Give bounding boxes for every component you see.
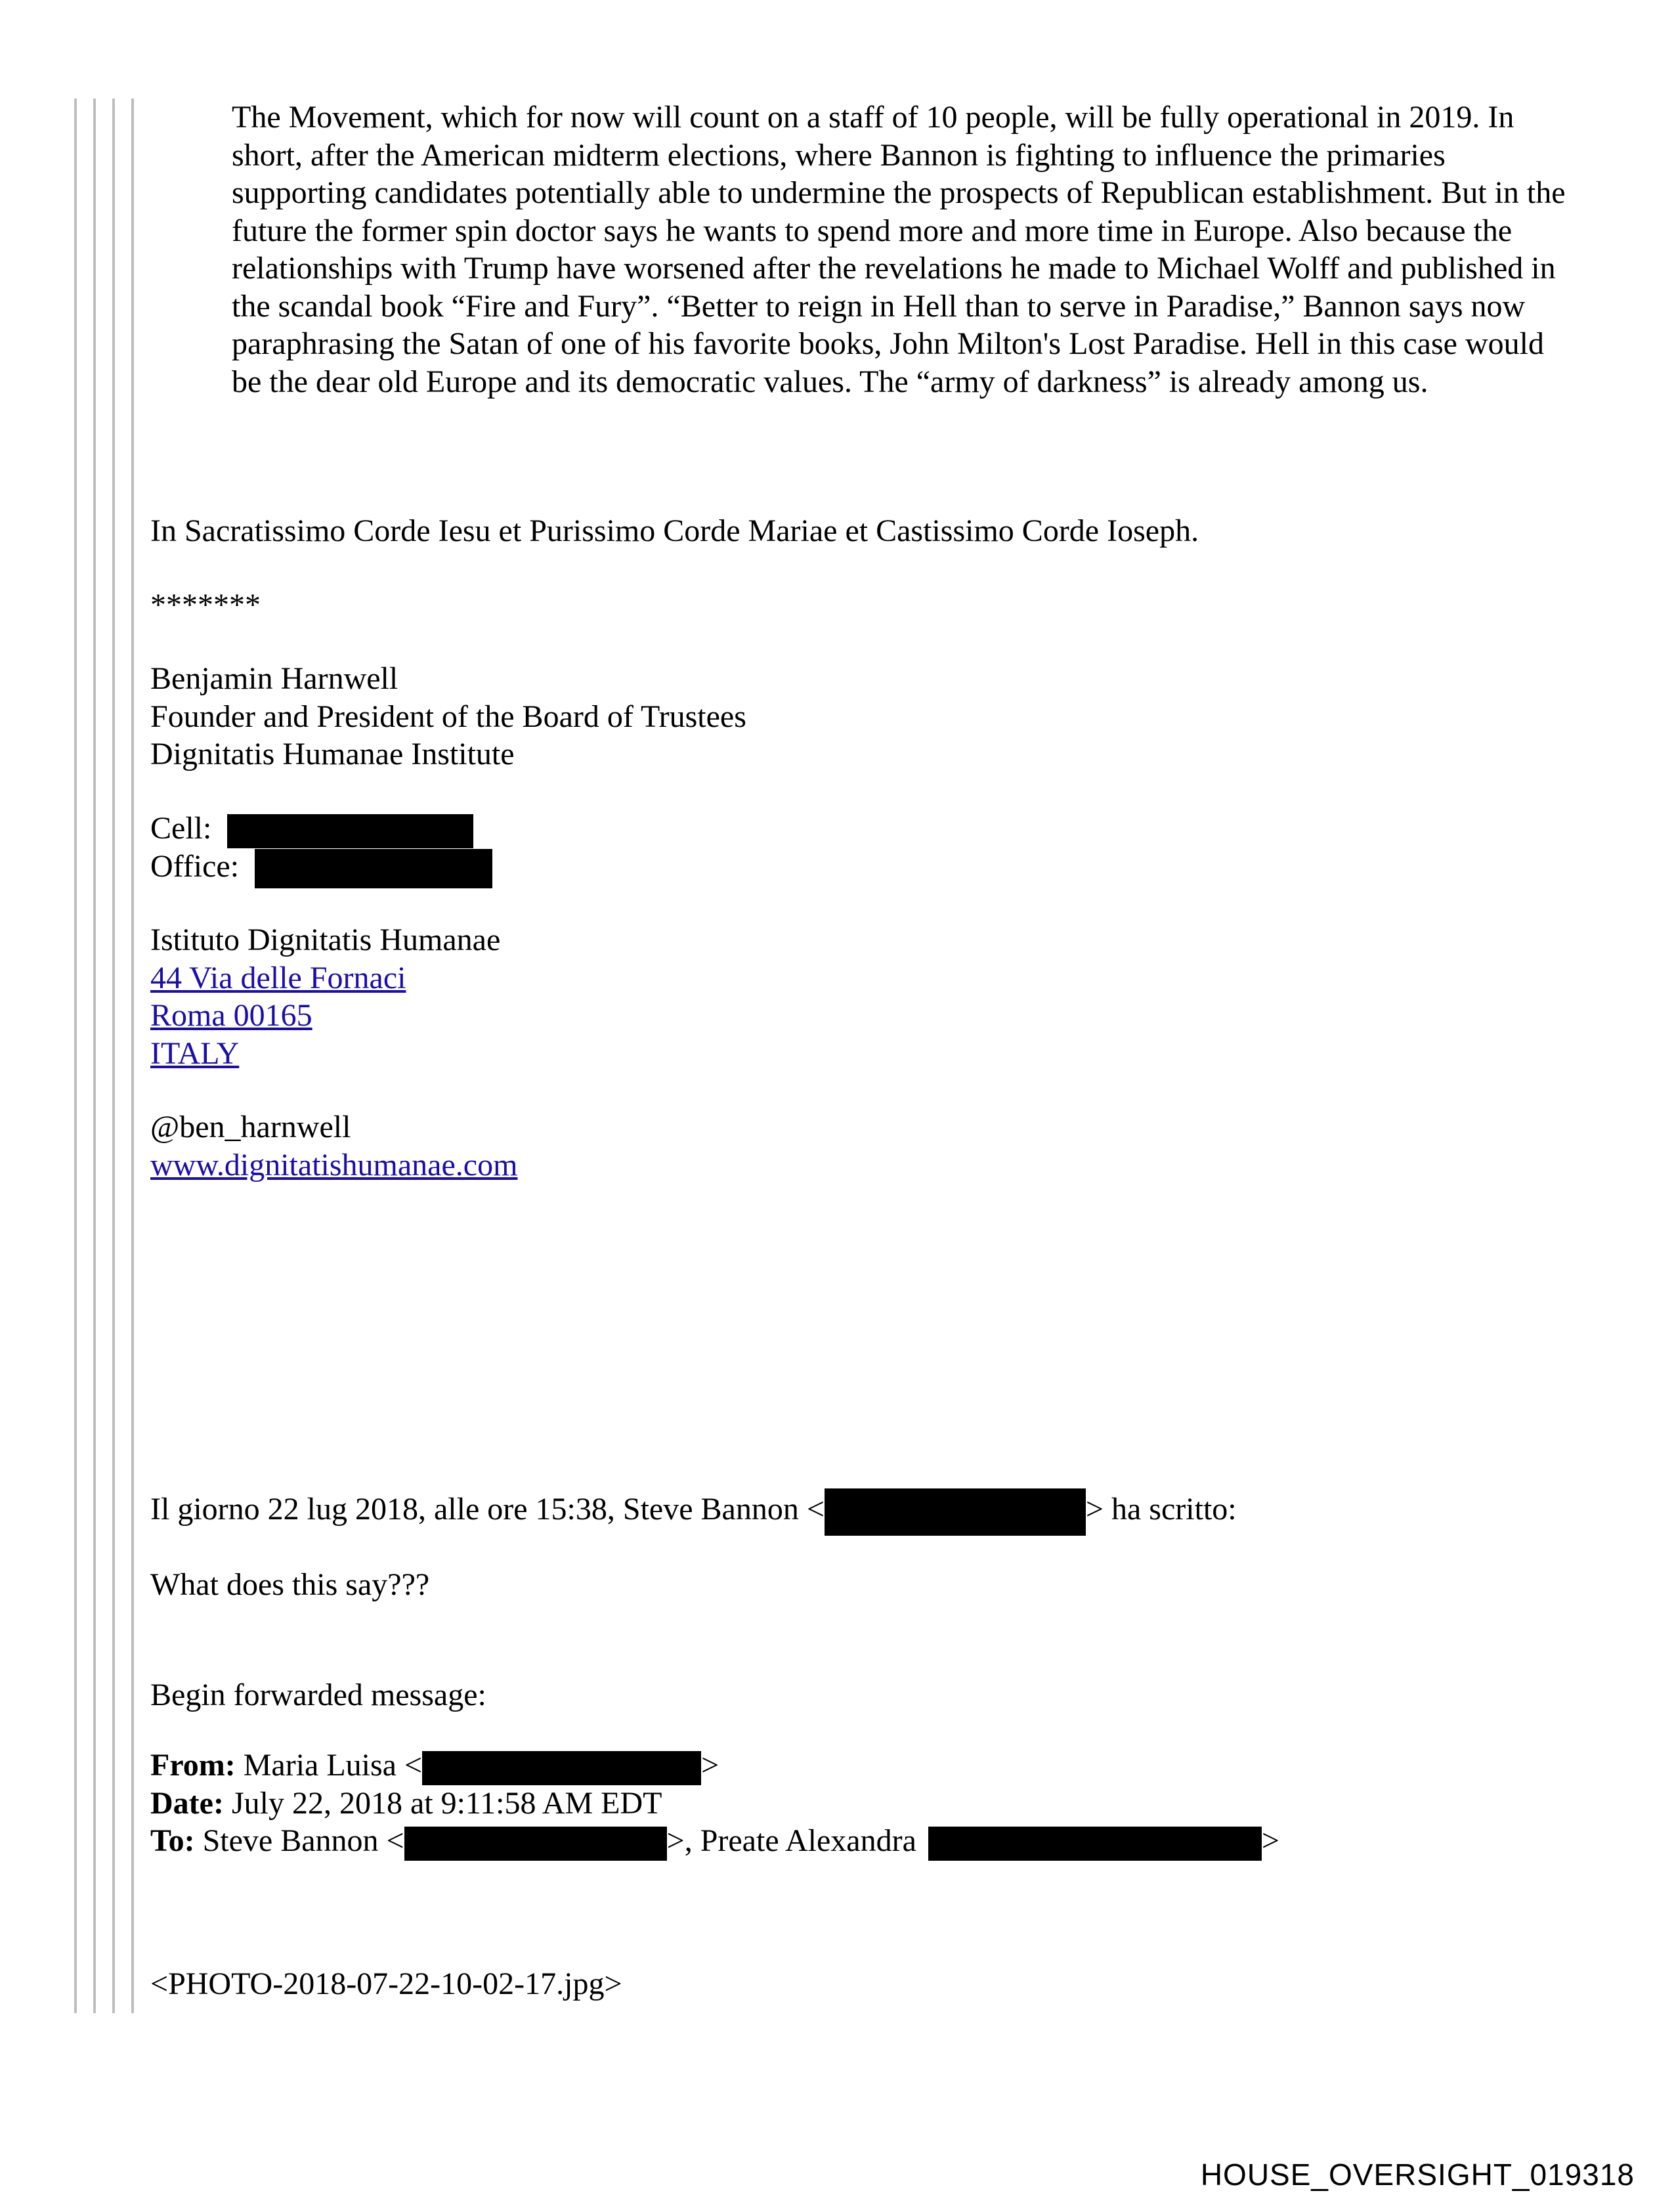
address-link-city[interactable]: Roma 00165 (150, 998, 312, 1033)
quote-bar (112, 98, 115, 2013)
address-link-street[interactable]: 44 Via delle Fornaci (150, 960, 406, 995)
forward-intro: Begin forwarded message: (150, 1678, 486, 1712)
closing-line: In Sacratissimo Corde Iesu et Purissimo Corde Mariae et Castissimo Corde Ioseph. (150, 513, 1199, 548)
address-block (150, 921, 500, 1072)
address-link-country[interactable]: ITALY (150, 1035, 240, 1071)
separator: ******* (150, 588, 261, 622)
quote-bar (93, 98, 96, 2013)
redaction-box (404, 1827, 667, 1861)
redaction-box (825, 1488, 1086, 1536)
quote-bar (131, 98, 134, 2013)
reply-header: Il giorno 22 lug 2018, alle ore 15:38, Steve Bannon < > ha scritto: (150, 1488, 1237, 1527)
twitter-handle: @ben_harnwell (150, 1110, 351, 1144)
website-link[interactable]: www.dignitatishumanae.com (150, 1147, 518, 1182)
office-label: Office: (150, 848, 240, 884)
institute-name: Istituto Dignitatis Humanae (150, 922, 501, 957)
forward-headers (150, 1746, 1279, 1860)
bates-number: HOUSE_OVERSIGHT_019318 (1200, 2158, 1635, 2192)
social-block (150, 1108, 517, 1184)
to-row: To: Steve Bannon < >, Preate Alexandra > (150, 1822, 1279, 1860)
quote-bar (74, 98, 77, 2013)
office-row (150, 848, 492, 886)
signature-block (150, 660, 746, 773)
quoted-article (232, 98, 1577, 401)
redaction-box (422, 1751, 701, 1785)
redaction-box (255, 849, 492, 888)
reply-message: What does this say??? (150, 1567, 430, 1602)
cell-row (150, 810, 492, 848)
signature-name: Benjamin Harnwell (150, 661, 398, 696)
contact-numbers (150, 810, 492, 885)
date-row: Date: July 22, 2018 at 9:11:58 AM EDT (150, 1785, 662, 1821)
from-row: From: Maria Luisa < > (150, 1746, 1279, 1785)
cell-label: Cell: (150, 811, 212, 846)
redaction-box (928, 1827, 1262, 1861)
quoted-paragraph: The Movement, which for now will count on a staff of 10 people, will be fully operational in 2019. In short, after the American midterm elections, where Bannon is fighting to influence the primaries supporting candidates potentially able to undermine the prospects of Republican establishment. But in the future the former spin doctor says he wants to spend more and more time in Europe. Also because the relationships with Trump have worsened after the revelations he made to Michael Wolff and published in the scandal book “Fire and Fury”. “Better to reign in Hell than to serve in Paradise,” Bannon says now paraphrasing the Satan of one of his favorite books, John Milton's Lost Paradise. Hell in this case would be the dear old Europe and its democratic values. The “army of darkness” is already among us. (232, 100, 1566, 399)
signature-org: Dignitatis Humanae Institute (150, 737, 515, 771)
redaction-box (227, 814, 473, 848)
attachment-filename[interactable]: <PHOTO-2018-07-22-10-02-17.jpg> (150, 1966, 622, 2001)
signature-title: Founder and President of the Board of Trustees (150, 699, 746, 734)
attachment (150, 1965, 622, 2003)
